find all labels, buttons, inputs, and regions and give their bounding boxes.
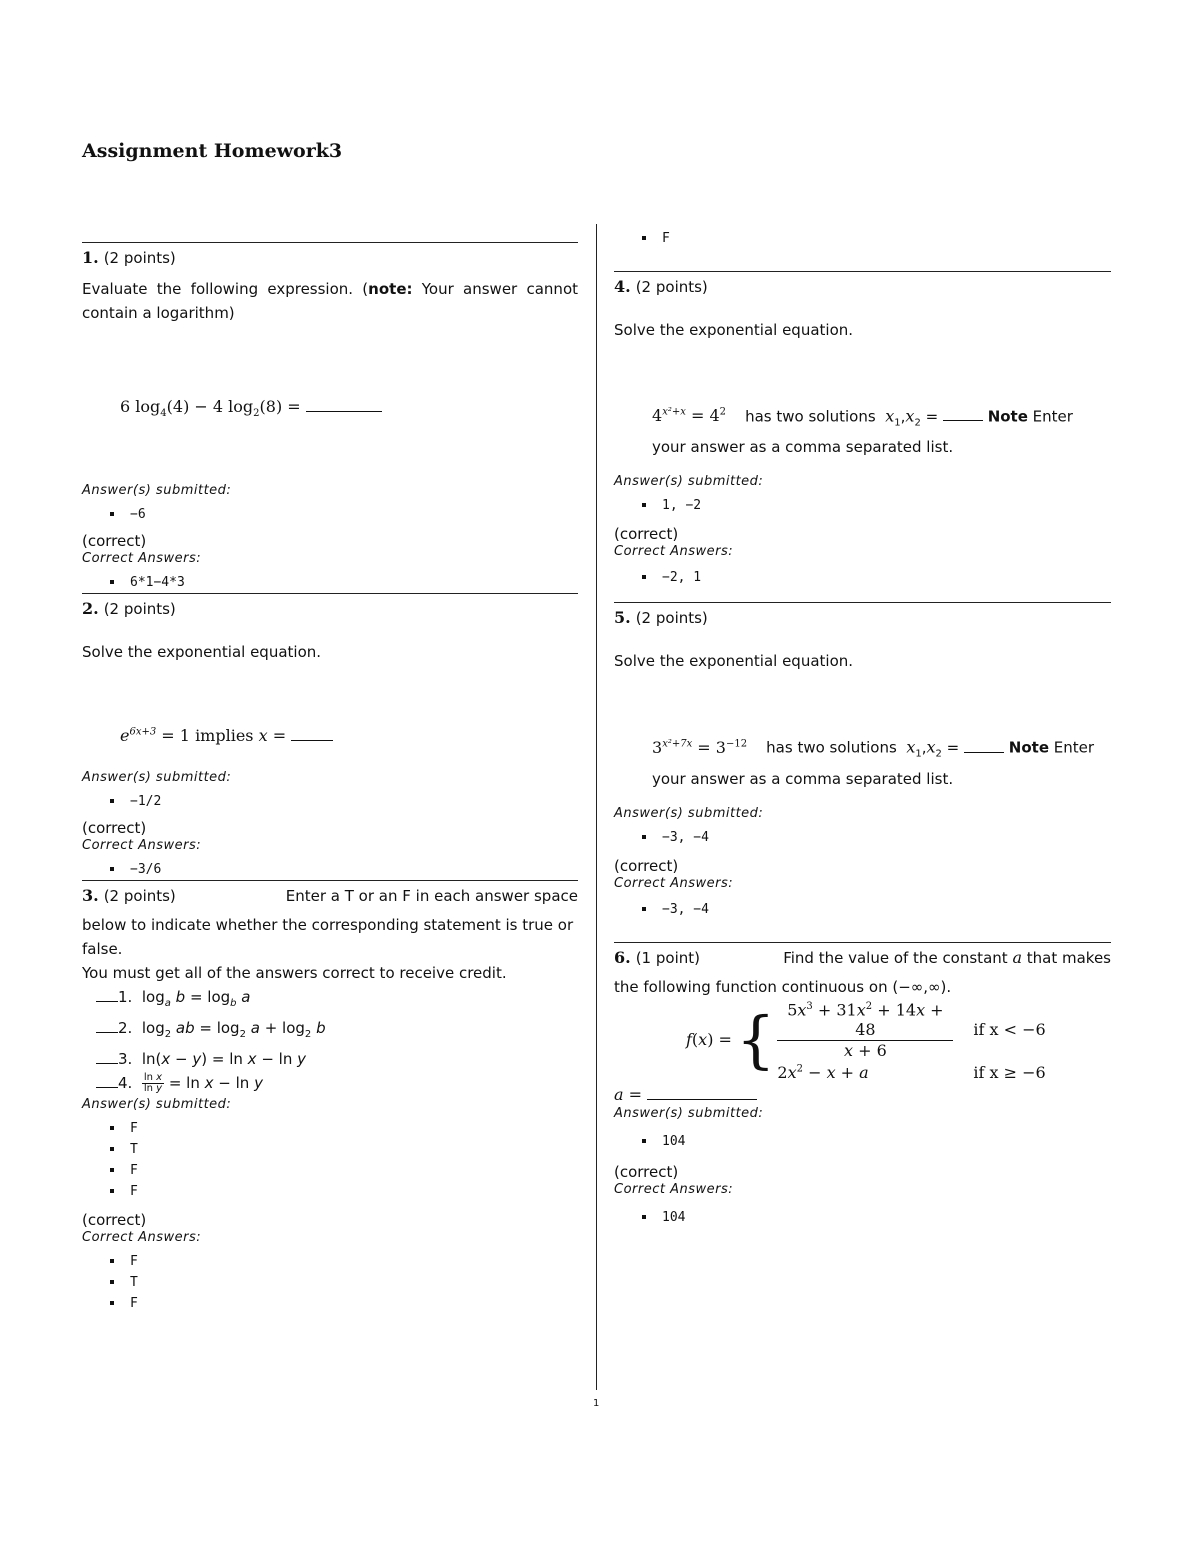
answer-blank[interactable]	[647, 1099, 757, 1100]
piecewise-function: f(x) = { $\frac{5x^3 + 31x^2 + 14x + 48}{x + 6}$ if x < −6 $2x^2 - x + a$ if x ≥ −6	[686, 1005, 1111, 1075]
answer-blank[interactable]	[96, 1001, 118, 1002]
list-item: F	[130, 1160, 578, 1181]
problem-number: 1.	[82, 248, 99, 267]
problem-points: (2 points)	[103, 887, 176, 905]
correct-list	[82, 1251, 578, 1314]
list-item: T	[130, 1139, 578, 1160]
submitted-list	[614, 495, 1111, 516]
statement-2: 2. $\log_2$ ab = $\log_2 a + \log_2 b$	[96, 1016, 578, 1047]
problem-number: 6.	[614, 947, 631, 967]
list-item: F	[130, 1251, 578, 1272]
correct-list	[82, 859, 578, 880]
submitted-label: Answer(s) submitted:	[614, 474, 764, 490]
submitted-label: Answer(s) submitted:	[82, 483, 232, 498]
correct-answers-label: Correct Answers:	[82, 1230, 202, 1245]
correct-answers-label: Correct Answers:	[82, 551, 202, 566]
answer-blank[interactable]	[291, 740, 333, 741]
problem-1-header	[82, 247, 578, 269]
problem-3-lead: Enter a T or an F in each answer space	[285, 887, 578, 905]
list-item: F	[130, 1118, 578, 1139]
brace-icon: {	[735, 1002, 776, 1076]
problem-5-text: Solve the exponential equation.	[614, 652, 854, 671]
correct-list	[614, 1207, 1111, 1228]
list-item: −3, −4	[662, 899, 1111, 920]
submitted-list	[82, 1118, 578, 1202]
problem-5-equation: $3^{x^2+7x} = 3^{-12}$ has two solutions $x_1,x_2$ = Note Enter your answer as a comma separated list.	[652, 737, 1095, 788]
correct-list	[614, 567, 1111, 588]
list-item: −6	[130, 504, 578, 525]
problem-6-text: the following function continuous on (−∞,∞).	[614, 977, 952, 996]
list-item: 6*1−4*3	[130, 572, 578, 593]
problem-6-lead: Find the value of the constant a that makes	[783, 947, 1111, 967]
divider	[614, 271, 1111, 272]
answer-blank[interactable]	[96, 1063, 118, 1064]
submitted-list	[82, 504, 578, 525]
submitted-label: Answer(s) submitted:	[82, 1097, 232, 1112]
status-text: (correct)	[82, 819, 147, 837]
correct-list	[82, 572, 578, 593]
problem-number: 2.	[82, 599, 99, 618]
list-item: F	[130, 1293, 578, 1314]
list-item: 104	[662, 1207, 1111, 1228]
problem-number: 4.	[614, 277, 631, 296]
problem-4-header	[614, 276, 1111, 298]
status-text: (correct)	[614, 525, 679, 544]
status-text: (correct)	[82, 532, 147, 550]
divider	[82, 242, 578, 243]
problem-2-header	[82, 598, 578, 620]
right-column	[614, 228, 1111, 1228]
submitted-label: Answer(s) submitted:	[82, 770, 232, 785]
statement-4: 4. $\frac{\text{ln x}}{\text{ln y}}$ = ln x − ln y	[96, 1071, 578, 1095]
list-item: F	[662, 228, 1111, 249]
condition-2: if x ≥ −6	[973, 1063, 1046, 1083]
list-item: −3/6	[130, 859, 578, 880]
submitted-list	[614, 827, 1111, 848]
divider	[614, 942, 1111, 943]
list-item: 104	[662, 1131, 1111, 1152]
list-item: −3, −4	[662, 827, 1111, 848]
problem-points: (2 points)	[635, 609, 708, 628]
statement-1: 1. $\log_a b = \log_b a$	[96, 985, 578, 1016]
statement-list	[96, 985, 578, 1095]
problem-points: (1 point)	[635, 948, 700, 967]
submitted-list	[82, 791, 578, 812]
list-item: F	[130, 1181, 578, 1202]
problem-5-header	[614, 607, 1111, 629]
answer-line: a =	[614, 1085, 1111, 1104]
status-text: (correct)	[614, 1162, 679, 1181]
page-title: Assignment Homework3	[82, 140, 343, 162]
problem-3-text-2: You must get all of the answers correct to receive credit.	[82, 964, 507, 982]
correct-list-continued	[614, 228, 1111, 249]
problem-4-text: Solve the exponential equation.	[614, 321, 854, 339]
left-column	[82, 242, 578, 1314]
correct-answers-label: Correct Answers:	[614, 544, 734, 560]
list-item: −1/2	[130, 791, 578, 812]
problem-points: (2 points)	[635, 278, 708, 296]
problem-2-equation: $e^{6x+3} = 1$ implies x =	[120, 726, 578, 752]
problem-3-header	[82, 885, 578, 907]
problem-points: (2 points)	[103, 249, 176, 267]
answer-blank[interactable]	[306, 411, 382, 412]
list-item: T	[130, 1272, 578, 1293]
divider	[82, 880, 578, 881]
page-number: 1	[593, 1398, 600, 1409]
submitted-label: Answer(s) submitted:	[614, 1105, 764, 1121]
problem-2-text: Solve the exponential equation.	[82, 643, 322, 661]
submitted-label: Answer(s) submitted:	[614, 805, 764, 821]
problem-1-text: Evaluate the following expression. (note: Your answer cannot contain a logarithm)	[82, 280, 579, 322]
status-text: (correct)	[614, 856, 679, 875]
answer-blank[interactable]	[943, 420, 983, 421]
answer-blank[interactable]	[96, 1087, 118, 1088]
problem-4-equation: $4^{x^2+x} = 4^2$ has two solutions $x_1,x_2$ = Note Enter your answer as a comma separated list.	[652, 406, 1073, 457]
statement-3: 3. ln(x − y) = ln x − ln y	[96, 1047, 578, 1071]
condition-1: if x < −6	[973, 1019, 1046, 1039]
submitted-list	[614, 1131, 1111, 1152]
correct-answers-label: Correct Answers:	[614, 875, 734, 891]
problem-6-header	[614, 947, 1111, 969]
correct-answers-label: Correct Answers:	[614, 1181, 734, 1197]
divider	[614, 602, 1111, 603]
problem-3-text: below to indicate whether the corresponding statement is true or false.	[82, 916, 574, 958]
problem-1-expression: 6 $\log_4(4) - 4$ $\log_2(8)$ =	[120, 397, 578, 421]
divider	[82, 593, 578, 594]
problem-number: 3.	[82, 886, 99, 905]
problem-points: (2 points)	[103, 600, 176, 618]
correct-answers-label: Correct Answers:	[82, 838, 202, 853]
problem-number: 5.	[614, 608, 631, 628]
list-item: 1, −2	[662, 495, 1111, 516]
answer-blank[interactable]	[964, 752, 1004, 753]
correct-list	[614, 899, 1111, 920]
answer-blank[interactable]	[96, 1032, 118, 1033]
list-item: −2, 1	[662, 567, 1111, 588]
status-text: (correct)	[82, 1211, 147, 1229]
column-divider	[596, 224, 597, 1390]
